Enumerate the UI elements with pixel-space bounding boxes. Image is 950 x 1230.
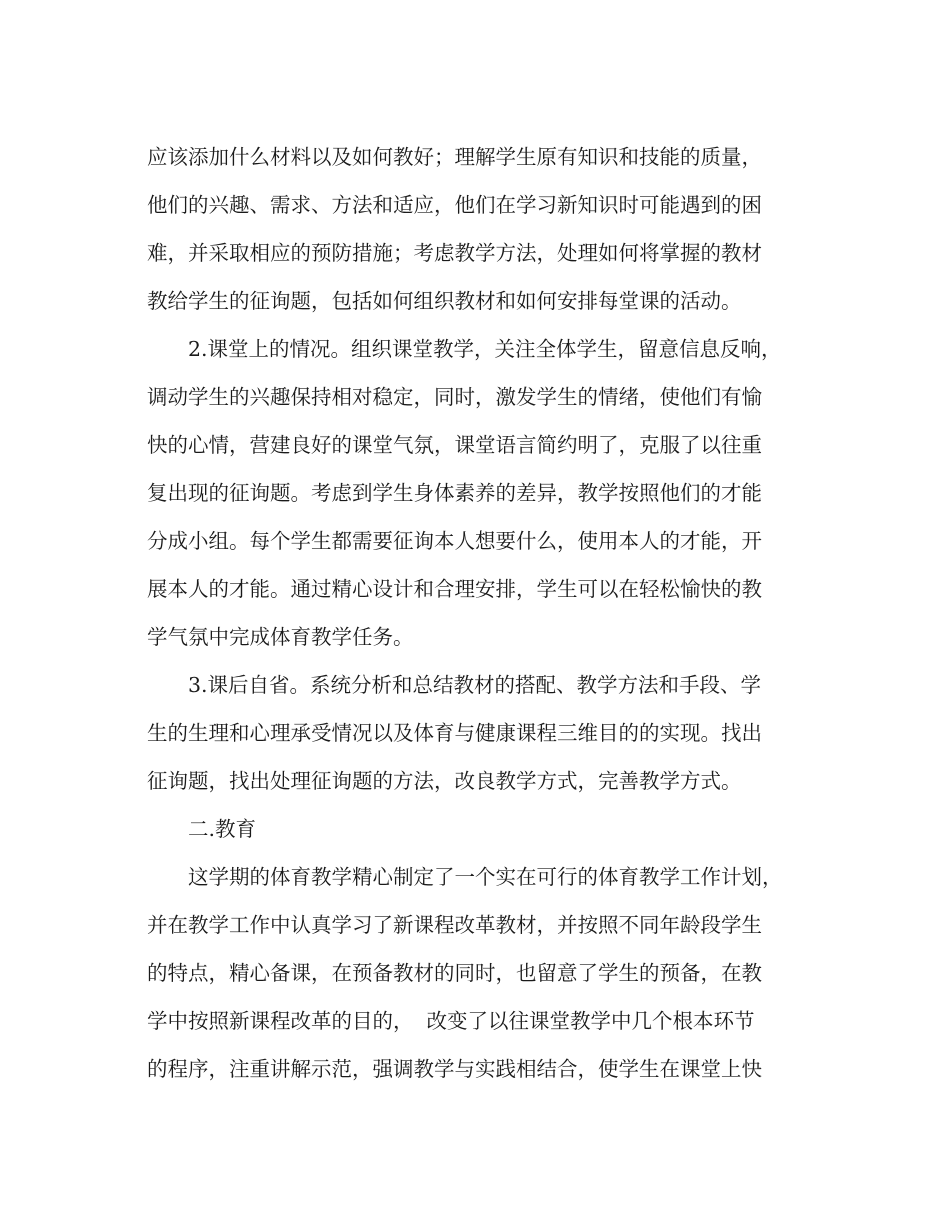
text-line: 并在教学工作中认真学习了新课程改革教材，并按照不同年龄段学生 [147,913,762,937]
text-line: 分成小组。每个学生都需要征询本人想要什么，使用本人的才能，开 [147,529,762,553]
text-line: 应该添加什么材料以及如何教好；理解学生原有知识和技能的质量， [147,145,762,169]
text-line: 调动学生的兴趣保持相对稳定，同时，激发学生的情绪，使他们有愉 [147,385,762,409]
text-line: 3.课后自省。系统分析和总结教材的搭配、教学方法和手段、学 [188,673,762,697]
text-line: 他们的兴趣、需求、方法和适应，他们在学习新知识时可能遇到的困 [147,193,762,217]
text-line: 复出现的征询题。考虑到学生身体素养的差异，教学按照他们的才能 [147,481,762,505]
text-line: 2.课堂上的情况。组织课堂教学，关注全体学生，留意信息反响， [188,337,782,361]
text-line: 快的心情，营建良好的课堂气氛，课堂语言简约明了，克服了以往重 [147,433,762,457]
text-line: 的特点，精心备课，在预备教材的同时，也留意了学生的预备，在教 [147,961,762,985]
text-line: 征询题，找出处理征询题的方法，改良教学方式，完善教学方式。 [147,769,742,793]
text-line: 难，并采取相应的预防措施；考虑教学方法，处理如何将掌握的教材 [147,241,762,265]
text-line: 学气氛中完成体育教学任务。 [147,625,414,649]
section-heading: 二.教育 [188,817,257,841]
text-line: 教给学生的征询题，包括如何组织教材和如何安排每堂课的活动。 [147,289,742,313]
text-line: 学中按照新课程改革的目的， 改变了以往课堂教学中几个根本环节 [147,1009,755,1033]
text-line: 展本人的才能。通过精心设计和合理安排，学生可以在轻松愉快的教 [147,577,762,601]
text-line: 的程序，注重讲解示范，强调教学与实践相结合，使学生在课堂上快 [147,1057,762,1081]
text-line: 这学期的体育教学精心制定了一个实在可行的体育教学工作计划， [188,865,783,889]
text-line: 生的生理和心理承受情况以及体育与健康课程三维目的的实现。找出 [147,721,762,745]
